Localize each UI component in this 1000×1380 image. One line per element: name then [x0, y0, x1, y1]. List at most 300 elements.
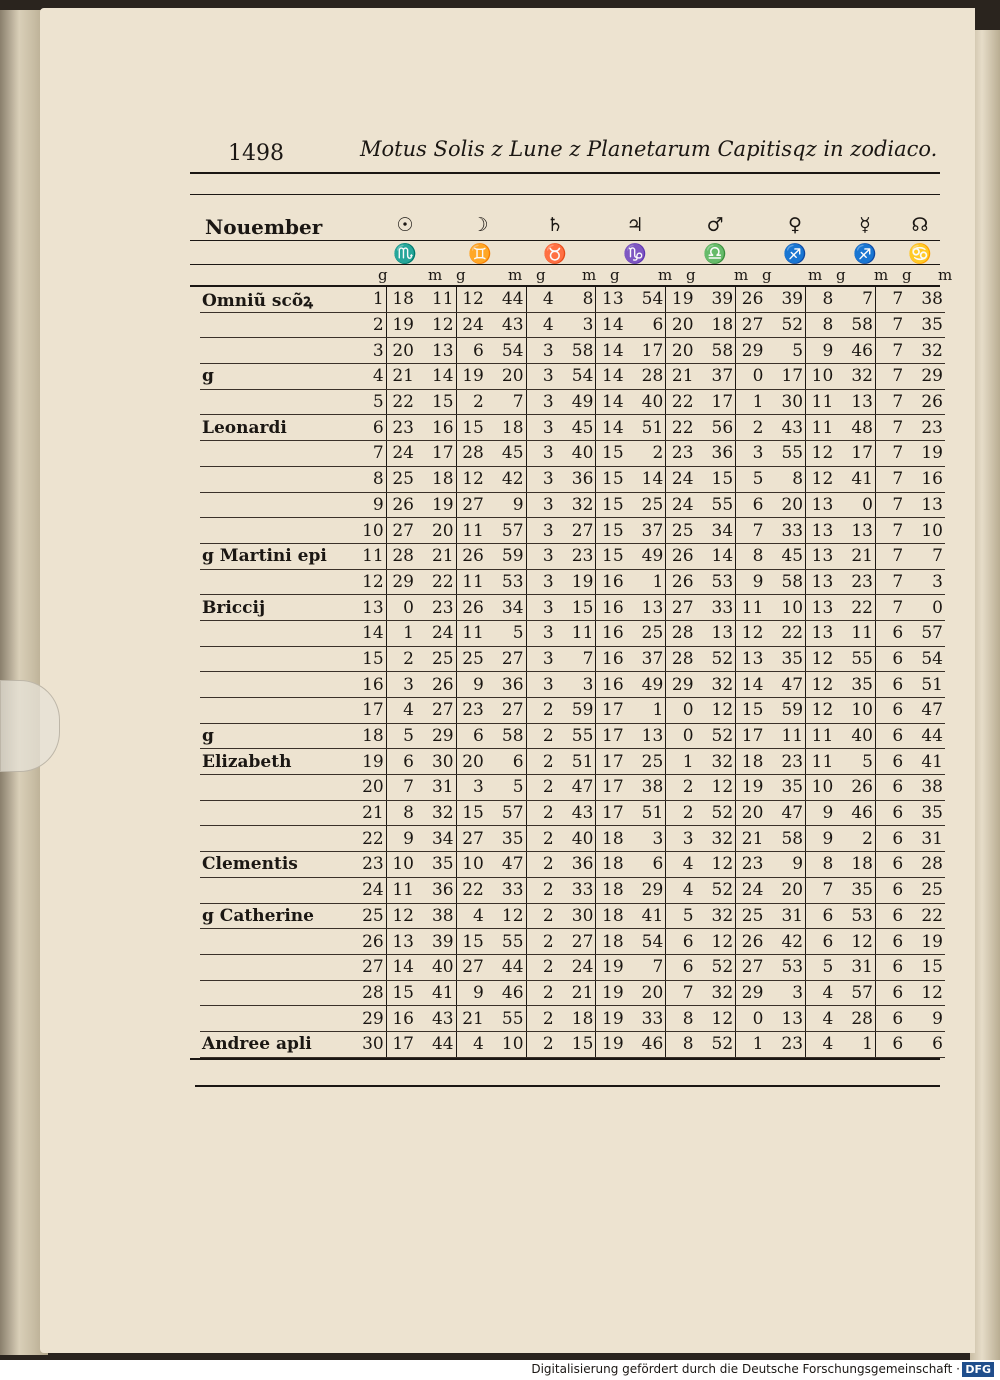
minute-cell: 11 [556, 620, 596, 646]
minute-cell: 33 [765, 518, 805, 544]
day-number: 6 [359, 415, 387, 441]
minute-cell: 5 [486, 620, 526, 646]
minute-cell: 15 [416, 389, 456, 415]
feast-name [200, 312, 359, 338]
degree-cell: 15 [456, 415, 486, 441]
minute-cell: 35 [486, 826, 526, 852]
minute-cell: 32 [696, 903, 736, 929]
minute-cell: 23 [905, 415, 945, 441]
col-m-6: m [808, 266, 823, 284]
minute-cell: 17 [626, 338, 666, 364]
minute-cell: 46 [835, 338, 875, 364]
degree-cell: 17 [596, 775, 626, 801]
minute-cell: 59 [556, 698, 596, 724]
col-m-8: m [938, 266, 953, 284]
minute-cell: 26 [905, 389, 945, 415]
minute-cell: 6 [486, 749, 526, 775]
degree-cell: 3 [526, 569, 556, 595]
degree-cell: 16 [596, 620, 626, 646]
degree-cell: 6 [875, 672, 905, 698]
degree-cell: 2 [526, 723, 556, 749]
degree-cell: 1 [666, 749, 696, 775]
degree-cell: 13 [596, 287, 626, 312]
minute-cell: 3 [765, 980, 805, 1006]
minute-cell: 10 [486, 1031, 526, 1057]
minute-cell: 59 [486, 543, 526, 569]
degree-cell: 5 [736, 466, 766, 492]
minute-cell: 23 [765, 1031, 805, 1057]
minute-cell: 55 [486, 1006, 526, 1032]
minute-cell: 33 [556, 877, 596, 903]
minute-cell: 43 [765, 415, 805, 441]
minute-cell: 23 [416, 595, 456, 621]
feast-name [200, 338, 359, 364]
minute-cell: 29 [905, 364, 945, 390]
page-header [190, 135, 940, 175]
minute-cell: 17 [416, 441, 456, 467]
degree-cell: 5 [666, 903, 696, 929]
col-g-4: g [610, 266, 620, 284]
degree-cell: 12 [386, 903, 416, 929]
degree-cell: 23 [666, 441, 696, 467]
minute-cell: 38 [905, 287, 945, 312]
degree-cell: 9 [806, 800, 836, 826]
table-bottom-rule [190, 1058, 940, 1060]
degree-cell: 19 [386, 312, 416, 338]
minute-cell: 11 [416, 287, 456, 312]
minute-cell: 47 [556, 775, 596, 801]
minute-cell: 43 [486, 312, 526, 338]
degree-cell: 6 [875, 1031, 905, 1057]
minute-cell: 12 [696, 1006, 736, 1032]
minute-cell: 55 [765, 441, 805, 467]
feast-name [200, 518, 359, 544]
degree-cell: 7 [875, 595, 905, 621]
day-number: 16 [359, 672, 387, 698]
degree-cell: 13 [736, 646, 766, 672]
degree-cell: 2 [526, 903, 556, 929]
degree-cell: 23 [736, 852, 766, 878]
degree-cell: 13 [806, 569, 836, 595]
minute-cell: 14 [626, 466, 666, 492]
table-row [200, 1031, 945, 1057]
degree-cell: 17 [386, 1031, 416, 1057]
degree-cell: 27 [386, 518, 416, 544]
minute-cell: 7 [486, 389, 526, 415]
minute-cell: 57 [486, 518, 526, 544]
degree-cell: 4 [456, 1031, 486, 1057]
degree-cell: 13 [806, 620, 836, 646]
degree-cell: 3 [526, 415, 556, 441]
feast-name: Andree apli [200, 1031, 359, 1057]
minute-cell: 23 [556, 543, 596, 569]
minute-cell: 19 [905, 441, 945, 467]
table-row [200, 492, 945, 518]
minute-cell: 49 [626, 672, 666, 698]
minute-cell: 53 [835, 903, 875, 929]
minute-cell: 54 [556, 364, 596, 390]
degree-cell: 5 [386, 723, 416, 749]
minute-cell: 41 [905, 749, 945, 775]
minute-cell: 42 [765, 929, 805, 955]
minute-cell: 28 [905, 852, 945, 878]
minute-cell: 0 [905, 595, 945, 621]
day-number: 23 [359, 852, 387, 878]
minute-cell: 25 [905, 877, 945, 903]
col-m-7: m [874, 266, 889, 284]
degree-cell: 26 [736, 287, 766, 312]
degree-cell: 3 [526, 518, 556, 544]
degree-cell: 3 [526, 441, 556, 467]
minute-cell: 35 [765, 646, 805, 672]
day-number: 26 [359, 929, 387, 955]
degree-cell: 4 [526, 312, 556, 338]
degree-cell: 15 [386, 980, 416, 1006]
minute-cell: 37 [626, 518, 666, 544]
degree-cell: 9 [386, 826, 416, 852]
minute-cell: 33 [696, 595, 736, 621]
degree-cell: 2 [526, 749, 556, 775]
minute-cell: 44 [486, 954, 526, 980]
minute-cell: 15 [905, 954, 945, 980]
minute-cell: 12 [696, 775, 736, 801]
degree-cell: 6 [875, 929, 905, 955]
minute-cell: 18 [556, 1006, 596, 1032]
minute-cell: 45 [765, 543, 805, 569]
minute-cell: 57 [486, 800, 526, 826]
moon-icon: ☽ [471, 214, 489, 236]
minute-cell: 29 [416, 723, 456, 749]
minute-cell: 3 [556, 312, 596, 338]
degree-cell: 11 [806, 723, 836, 749]
jupiter-icon: ♃ [626, 214, 644, 236]
degree-cell: 27 [666, 595, 696, 621]
degree-cell: 27 [456, 826, 486, 852]
minute-cell: 21 [416, 543, 456, 569]
minute-cell: 58 [556, 338, 596, 364]
minute-cell: 34 [486, 595, 526, 621]
table-row [200, 672, 945, 698]
degree-cell: 3 [526, 646, 556, 672]
minute-cell: 53 [765, 954, 805, 980]
degree-cell: 13 [386, 929, 416, 955]
minute-cell: 2 [835, 826, 875, 852]
minute-cell: 21 [835, 543, 875, 569]
degree-cell: 8 [736, 543, 766, 569]
minute-cell: 21 [556, 980, 596, 1006]
degree-cell: 6 [666, 954, 696, 980]
minute-cell: 24 [556, 954, 596, 980]
table-row [200, 312, 945, 338]
minute-cell: 12 [696, 929, 736, 955]
footer-credit: Digitalisierung gefördert durch die Deutsche Forschungsgemeinschaft · [531, 1362, 960, 1376]
table-row [200, 389, 945, 415]
minute-cell: 59 [765, 698, 805, 724]
degree-cell: 3 [526, 543, 556, 569]
degree-cell: 2 [666, 775, 696, 801]
minute-cell: 31 [765, 903, 805, 929]
day-number: 21 [359, 800, 387, 826]
feast-name: Leonardi [200, 415, 359, 441]
degree-cell: 3 [526, 595, 556, 621]
minute-cell: 25 [626, 749, 666, 775]
minute-cell: 33 [486, 877, 526, 903]
degree-cell: 27 [456, 492, 486, 518]
taurus-icon: ♉ [543, 243, 567, 265]
degree-cell: 19 [596, 1031, 626, 1057]
minute-cell: 17 [765, 364, 805, 390]
degree-cell: 7 [875, 441, 905, 467]
mercury-icon: ☿ [859, 214, 871, 236]
minute-cell: 13 [765, 1006, 805, 1032]
day-number: 25 [359, 903, 387, 929]
table-row [200, 338, 945, 364]
minute-cell: 53 [696, 569, 736, 595]
degree-cell: 17 [596, 698, 626, 724]
degree-cell: 27 [736, 954, 766, 980]
col-m-3: m [582, 266, 597, 284]
minute-cell: 17 [835, 441, 875, 467]
degree-cell: 7 [875, 518, 905, 544]
minute-cell: 13 [835, 518, 875, 544]
minute-cell: 31 [416, 775, 456, 801]
degree-cell: 9 [456, 980, 486, 1006]
degree-cell: 20 [736, 800, 766, 826]
degree-cell: 24 [386, 441, 416, 467]
degree-cell: 19 [596, 1006, 626, 1032]
venus-icon: ♀ [788, 214, 802, 236]
minute-cell: 41 [626, 903, 666, 929]
feast-name [200, 698, 359, 724]
minute-cell: 32 [696, 980, 736, 1006]
col-g-3: g [536, 266, 546, 284]
table-row [200, 980, 945, 1006]
degree-cell: 2 [526, 980, 556, 1006]
minute-cell: 47 [486, 852, 526, 878]
degree-cell: 2 [526, 800, 556, 826]
degree-cell: 16 [596, 672, 626, 698]
table-row [200, 595, 945, 621]
feast-name [200, 389, 359, 415]
degree-cell: 8 [806, 852, 836, 878]
degree-cell: 26 [386, 492, 416, 518]
degree-cell: 2 [736, 415, 766, 441]
minute-cell: 10 [835, 698, 875, 724]
degree-cell: 7 [875, 338, 905, 364]
table-row [200, 723, 945, 749]
col-m-5: m [734, 266, 749, 284]
minute-cell: 40 [626, 389, 666, 415]
day-number: 24 [359, 877, 387, 903]
feast-name [200, 980, 359, 1006]
minute-cell: 58 [765, 569, 805, 595]
degree-cell: 28 [666, 620, 696, 646]
minute-cell: 55 [486, 929, 526, 955]
minute-cell: 11 [835, 620, 875, 646]
minute-cell: 27 [556, 518, 596, 544]
day-number: 7 [359, 441, 387, 467]
feast-name [200, 800, 359, 826]
minute-cell: 20 [486, 364, 526, 390]
minute-cell: 13 [626, 595, 666, 621]
minute-cell: 54 [486, 338, 526, 364]
degree-cell: 13 [806, 595, 836, 621]
cancer-icon: ♋ [908, 243, 932, 265]
minute-cell: 27 [416, 698, 456, 724]
minute-cell: 43 [556, 800, 596, 826]
degree-cell: 2 [666, 800, 696, 826]
degree-cell: 15 [596, 492, 626, 518]
degree-cell: 25 [386, 466, 416, 492]
degree-cell: 7 [875, 569, 905, 595]
minute-cell: 46 [486, 980, 526, 1006]
degree-cell: 3 [386, 672, 416, 698]
day-number: 5 [359, 389, 387, 415]
minute-cell: 51 [905, 672, 945, 698]
minute-cell: 36 [556, 466, 596, 492]
degree-cell: 8 [386, 800, 416, 826]
minute-cell: 19 [416, 492, 456, 518]
minute-cell: 43 [416, 1006, 456, 1032]
degree-cell: 16 [596, 646, 626, 672]
header-rule-2 [190, 194, 940, 195]
degree-cell: 12 [806, 698, 836, 724]
degree-cell: 5 [806, 954, 836, 980]
minute-cell: 26 [416, 672, 456, 698]
degree-cell: 16 [596, 569, 626, 595]
minute-cell: 9 [905, 1006, 945, 1032]
degree-cell: 6 [875, 800, 905, 826]
degree-cell: 19 [456, 364, 486, 390]
minute-cell: 40 [835, 723, 875, 749]
minute-cell: 35 [416, 852, 456, 878]
degree-cell: 2 [526, 877, 556, 903]
degree-cell: 1 [386, 620, 416, 646]
degree-cell: 18 [596, 877, 626, 903]
sagittarius-icon-2: ♐ [853, 243, 877, 265]
minute-cell: 47 [765, 672, 805, 698]
minute-cell: 54 [905, 646, 945, 672]
minute-cell: 32 [696, 749, 736, 775]
degree-cell: 11 [806, 389, 836, 415]
degree-cell: 10 [456, 852, 486, 878]
table-row [200, 698, 945, 724]
degree-cell: 19 [596, 980, 626, 1006]
minute-cell: 56 [696, 415, 736, 441]
day-number: 10 [359, 518, 387, 544]
minute-cell: 54 [626, 287, 666, 312]
minute-cell: 1 [835, 1031, 875, 1057]
degree-cell: 22 [666, 389, 696, 415]
minute-cell: 15 [556, 595, 596, 621]
degree-cell: 6 [806, 903, 836, 929]
minute-cell: 32 [416, 800, 456, 826]
degree-cell: 3 [526, 338, 556, 364]
gemini-icon: ♊ [468, 243, 492, 265]
minute-cell: 25 [416, 646, 456, 672]
degree-cell: 17 [596, 800, 626, 826]
degree-cell: 24 [666, 466, 696, 492]
header-rule [190, 172, 940, 174]
table-row [200, 775, 945, 801]
minute-cell: 12 [905, 980, 945, 1006]
degree-cell: 24 [736, 877, 766, 903]
degree-cell: 13 [806, 492, 836, 518]
degree-cell: 3 [526, 364, 556, 390]
degree-cell: 14 [596, 364, 626, 390]
degree-cell: 22 [386, 389, 416, 415]
minute-cell: 27 [486, 698, 526, 724]
minute-cell: 13 [696, 620, 736, 646]
degree-cell: 17 [736, 723, 766, 749]
degree-cell: 7 [875, 389, 905, 415]
degree-cell: 29 [666, 672, 696, 698]
degree-cell: 15 [596, 543, 626, 569]
minute-cell: 57 [905, 620, 945, 646]
minute-cell: 55 [696, 492, 736, 518]
minute-cell: 51 [626, 415, 666, 441]
minute-cell: 25 [626, 492, 666, 518]
minute-cell: 36 [696, 441, 736, 467]
day-number: 17 [359, 698, 387, 724]
degree-cell: 7 [875, 312, 905, 338]
degree-cell: 7 [875, 415, 905, 441]
degree-cell: 20 [666, 312, 696, 338]
minute-cell: 15 [556, 1031, 596, 1057]
minute-cell: 27 [486, 646, 526, 672]
sagittarius-icon: ♐ [783, 243, 807, 265]
day-number: 4 [359, 364, 387, 390]
table-row [200, 364, 945, 390]
feast-name [200, 569, 359, 595]
minute-cell: 30 [416, 749, 456, 775]
minute-cell: 39 [765, 287, 805, 312]
degree-cell: 2 [526, 698, 556, 724]
degree-cell: 7 [736, 518, 766, 544]
minute-cell: 36 [556, 852, 596, 878]
degree-cell: 4 [666, 852, 696, 878]
feast-name: Omniũ scõꝝ [200, 287, 359, 312]
degree-cell: 3 [526, 492, 556, 518]
minute-cell: 6 [626, 312, 666, 338]
minute-cell: 28 [835, 1006, 875, 1032]
degree-cell: 6 [456, 338, 486, 364]
feast-name: g [200, 364, 359, 390]
degree-cell: 6 [736, 492, 766, 518]
minute-cell: 58 [696, 338, 736, 364]
col-g-1: g [378, 266, 388, 284]
degree-cell: 13 [806, 543, 836, 569]
degree-cell: 9 [806, 826, 836, 852]
degree-cell: 28 [386, 543, 416, 569]
month-label: Nouember [205, 215, 323, 239]
table-row [200, 1006, 945, 1032]
degree-cell: 17 [596, 723, 626, 749]
degree-cell: 18 [596, 903, 626, 929]
minute-cell: 36 [486, 672, 526, 698]
degree-cell: 12 [806, 466, 836, 492]
degree-cell: 6 [875, 646, 905, 672]
table-row [200, 903, 945, 929]
degree-cell: 11 [456, 518, 486, 544]
degree-cell: 7 [806, 877, 836, 903]
degree-cell: 13 [806, 518, 836, 544]
minute-cell: 48 [835, 415, 875, 441]
day-number: 11 [359, 543, 387, 569]
degree-cell: 2 [526, 852, 556, 878]
minute-cell: 7 [905, 543, 945, 569]
degree-cell: 29 [386, 569, 416, 595]
